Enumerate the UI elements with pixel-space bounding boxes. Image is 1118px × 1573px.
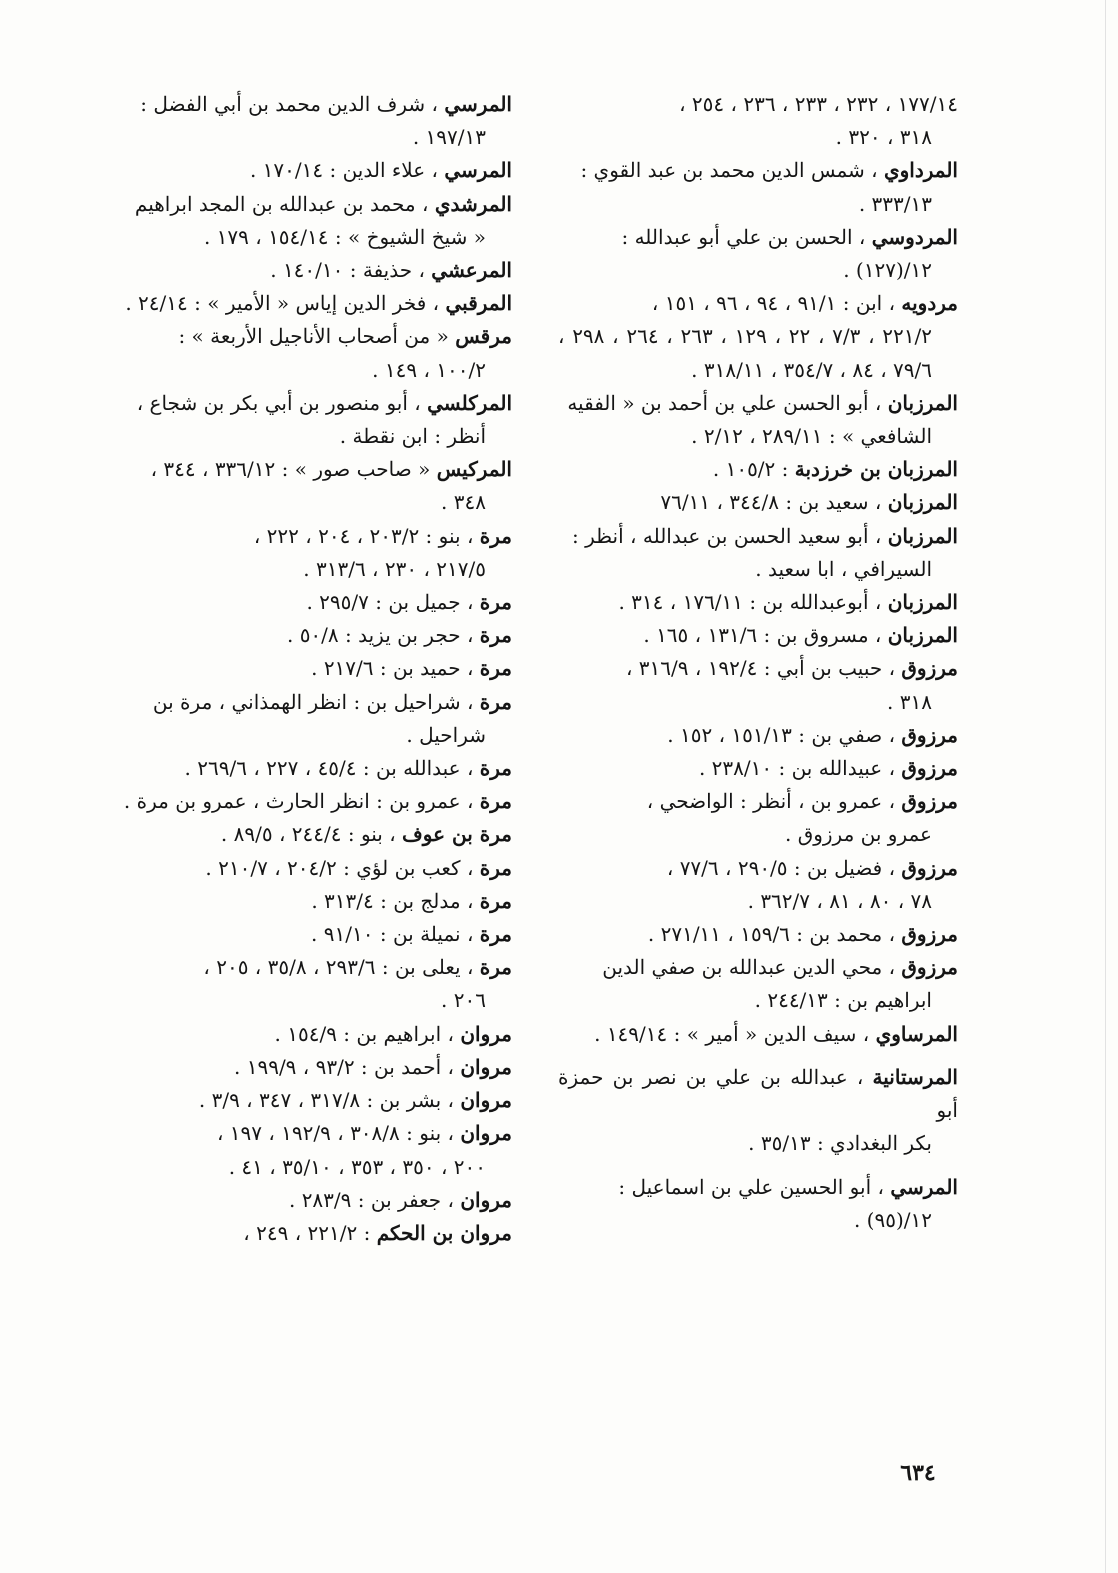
entry-headword: مرزوق: [901, 855, 958, 880]
entry-continuation: عمرو بن مرزوق .: [785, 822, 932, 847]
entry-continuation: « شيخ الشيوخ » : ١٥٤/١٤ ، ١٧٩ .: [203, 224, 486, 249]
entry-headword: مرة: [479, 656, 512, 681]
entry-headword: المرسي: [444, 158, 512, 183]
entry-headword: مرزوق: [901, 722, 958, 747]
entry-text: ، أبو الحسين علي بن اسماعيل :: [618, 1174, 884, 1199]
index-entry: [108, 154, 512, 187]
index-entry: [558, 1171, 958, 1237]
entry-text: ، أحمد بن : ٩٣/٢ ، ١٩٩/٩ .: [234, 1054, 454, 1079]
index-entry: [108, 818, 512, 851]
entry-text: ، مدلج بن : ٣١٣/٤ .: [311, 888, 474, 913]
entry-continuation: ٣١٨ ، ٣٢٠ .: [835, 125, 932, 150]
index-entry: [108, 652, 512, 685]
index-column-left: [108, 88, 512, 1250]
entry-text: ، أبو سعيد الحسن بن عبدالله ، أنظر :: [572, 523, 882, 548]
index-entry: [108, 785, 512, 818]
index-entry: [108, 686, 512, 752]
index-entry: [558, 1018, 958, 1051]
entry-text: ، حبيب بن أبي : ١٩٢/٤ ، ٣١٦/٩ ،: [625, 656, 896, 681]
index-entry: [108, 88, 512, 154]
entry-continuation: ٧٨ ، ٨٠ ، ٨١ ، ٣٦٢/٧ .: [747, 888, 932, 913]
entry-headword: مروان: [460, 1187, 512, 1212]
entry-text: ، صفي بن : ١٥١/١٣ ، ١٥٢ .: [667, 722, 896, 747]
index-entry: [108, 453, 512, 519]
entry-continuation: ابراهيم بن : ٢٤٤/١٣ .: [754, 988, 932, 1013]
entry-headword: المرستانية: [872, 1064, 958, 1089]
entry-headword: مرة: [479, 855, 512, 880]
index-column-right: [558, 88, 958, 1237]
index-entry: [558, 154, 958, 220]
index-entry: [558, 387, 958, 453]
entry-headword: مرة: [479, 955, 512, 980]
entry-continuation: ١٢/(١٢٧) .: [843, 258, 932, 283]
entry-headword: مرة: [479, 888, 512, 913]
entry-continuation: شراحيل .: [406, 722, 486, 747]
entry-continuation: الشافعي » : ٢٨٩/١١ ، ٢/١٢ .: [691, 424, 932, 449]
index-entry: [558, 785, 958, 851]
entry-continuation: بكر البغدادي : ٣٥/١٣ .: [748, 1131, 932, 1156]
entry-headword: المرزبان: [887, 623, 958, 648]
index-entry: [558, 453, 958, 486]
entry-continuation: ١٢/(٩٥) .: [853, 1207, 932, 1232]
entry-text: ، حذيفة : ١٤٠/١٠ .: [270, 258, 425, 283]
entry-headword: المرقبي: [445, 291, 512, 316]
index-entry: [558, 918, 958, 951]
entry-headword: مرزوق: [901, 656, 958, 681]
index-entry: [108, 1051, 512, 1084]
entry-headword: مرة: [479, 623, 512, 648]
entry-text: ، علاء الدين : ١٧٠/١٤ .: [249, 158, 438, 183]
entry-continuation: أنظر : ابن نقطة .: [339, 424, 486, 449]
index-entry: [558, 619, 958, 652]
entry-continuation: ٣١٨ .: [887, 689, 932, 714]
entry-headword: مروان بن الحكم: [376, 1220, 512, 1245]
entry-text: ، جعفر بن : ٢٨٣/٩ .: [288, 1187, 454, 1212]
entry-headword: المرزبان: [887, 590, 958, 615]
entry-headword: مردويه: [901, 291, 958, 316]
entry-text: ، محمد بن عبدالله بن المجد ابراهيم: [134, 191, 429, 216]
entry-text: ، بنو : ٢٠٣/٢ ، ٢٠٤ ، ٢٢٢ ،: [253, 523, 474, 548]
entry-text: ، ابراهيم بن : ١٥٤/٩ .: [274, 1021, 454, 1046]
entry-text: ، بنو : ٢٤٤/٤ ، ٨٩/٥ .: [220, 822, 396, 847]
index-entry: [108, 586, 512, 619]
index-entry: [108, 287, 512, 320]
entry-text: « صاحب صور » : ٣٣٦/١٢ ، ٣٤٤ ،: [150, 457, 431, 482]
index-entry: [108, 619, 512, 652]
index-entry: [108, 188, 512, 254]
index-entry: [558, 951, 958, 1017]
entry-headword: المركلسي: [427, 390, 512, 415]
index-entry: [108, 1084, 512, 1117]
entry-headword: مرة: [479, 590, 512, 615]
entry-text: « من أصحاب الأناجيل الأربعة » :: [178, 324, 449, 349]
entry-headword: مرزوق: [901, 789, 958, 814]
scan-edge: [1105, 0, 1106, 1573]
entry-text: ، عبدالله بن : ٤٥/٤ ، ٢٢٧ ، ٢٦٩/٦ .: [184, 756, 474, 781]
entry-text: ، أبو منصور بن أبي بكر بن شجاع ،: [136, 390, 421, 415]
entry-text: : ٢٢١/٢ ، ٢٤٩ ،: [243, 1220, 371, 1245]
entry-headword: المرزبان بن خرزدبة: [794, 457, 958, 482]
entry-continuation: السيرافي ، ابا سعيد .: [755, 556, 932, 581]
index-entry: [558, 852, 958, 918]
entry-text: ، محي الدين عبدالله بن صفي الدين: [602, 955, 896, 980]
entry-text: ، جميل بن : ٢٩٥/٧ .: [306, 590, 474, 615]
entry-headword: المرداوي: [883, 158, 958, 183]
entry-text: ، سيف الدين « أمير » : ١٤٩/١٤ .: [594, 1021, 870, 1046]
entry-text: ، محمد بن : ١٥٩/٦ ، ٢٧١/١١ .: [647, 922, 896, 947]
index-entry: [108, 1117, 512, 1183]
entry-headword: مرزوق: [901, 955, 958, 980]
index-entry: [108, 1018, 512, 1051]
index-entry: [108, 951, 512, 1017]
entry-headword: مرزوق: [901, 756, 958, 781]
index-entry: [558, 752, 958, 785]
entry-text: ، يعلى بن : ٢٩٣/٦ ، ٣٥/٨ ، ٢٠٥ ،: [203, 955, 474, 980]
entry-headword: المرشدي: [434, 191, 512, 216]
entry-continuation: ١٩٧/١٣ .: [412, 125, 486, 150]
entry-headword: المرعشي: [431, 258, 512, 283]
index-entry: [108, 918, 512, 951]
entry-text: ، أبو الحسن علي بن أحمد بن « الفقيه: [567, 390, 882, 415]
entry-headword: مرة: [479, 689, 512, 714]
entry-headword: مرقس: [455, 324, 512, 349]
entry-headword: مرة: [479, 523, 512, 548]
index-entry: [108, 852, 512, 885]
entry-headword: المرساوي: [875, 1021, 958, 1046]
entry-headword: مرة بن عوف: [402, 822, 512, 847]
entry-headword: مروان: [460, 1021, 512, 1046]
index-entry: [108, 320, 512, 386]
entry-headword: مروان: [460, 1054, 512, 1079]
entry-text: ، سعيد بن : ٣٤٤/٨ ، ٧٦/١١: [660, 490, 882, 515]
entry-headword: مرة: [479, 756, 512, 781]
entry-headword: المركيس: [436, 457, 512, 482]
entry-continuation: ٢٠٠ ، ٣٥٠ ، ٣٥٣ ، ٣٥/١٠ ، ٤١ .: [228, 1154, 486, 1179]
index-entry: [558, 586, 958, 619]
entry-headword: مرة: [479, 789, 512, 814]
entry-headword: مروان: [460, 1121, 512, 1146]
entry-text: ، بنو : ٣٠٨/٨ ، ١٩٢/٩ ، ١٩٧ ،: [216, 1121, 454, 1146]
entry-text: : ١٠٥/٢ .: [712, 457, 789, 482]
entry-text: ، بشر بن : ٣١٧/٨ ، ٣٤٧ ، ٣/٩ .: [198, 1088, 454, 1113]
entry-text: ، نميلة بن : ٩١/١٠ .: [311, 922, 474, 947]
entry-text: ، فخر الدين إياس « الأمير » : ٢٤/١٤ .: [125, 291, 440, 316]
index-entry: [558, 520, 958, 586]
entry-text: ، حجر بن يزيد : ٥٠/٨ .: [286, 623, 474, 648]
index-entry: [108, 520, 512, 586]
entry-continuation: ٢٢١/٢ ، ٧/٣ ، ٢٢ ، ١٢٩ ، ٢٦٣ ، ٢٦٤ ، ٢٩٨ ، ٧٩/٦ ، ٨٤ ، ٣٥٤/٧ ، ٣١٨/١١ .: [558, 324, 932, 382]
index-entry: [558, 88, 958, 154]
index-entry: [558, 486, 958, 519]
entry-headword: المردوسي: [871, 224, 958, 249]
index-entry: [558, 719, 958, 752]
index-entry: [108, 885, 512, 918]
index-entry: [108, 1217, 512, 1250]
entry-text: ، عمرو بن : انظر الحارث ، عمرو بن مرة .: [123, 789, 474, 814]
entry-headword: المرزبان: [887, 390, 958, 415]
entry-text: ، عبيدالله بن : ٢٣٨/١٠ .: [698, 756, 896, 781]
entry-continuation: ٣٤٨ .: [441, 490, 486, 515]
entry-headword: المرزبان: [887, 490, 958, 515]
entry-text: ، حميد بن : ٢١٧/٦ .: [311, 656, 474, 681]
entry-text: ، شمس الدين محمد بن عبد القوي :: [580, 158, 878, 183]
index-entry: [558, 1061, 958, 1161]
entry-text: ١٧٧/١٤ ، ٢٣٢ ، ٢٣٣ ، ٢٣٦ ، ٢٥٤ ،: [679, 92, 958, 116]
entry-headword: مرزوق: [901, 922, 958, 947]
entry-text: ، فضيل بن : ٢٩٠/٥ ، ٧٧/٦ ،: [666, 855, 896, 880]
index-entry: [558, 652, 958, 718]
entry-text: ، الحسن بن علي أبو عبدالله :: [621, 224, 866, 249]
entry-text: ، أبوعبدالله بن : ١٧٦/١١ ، ٣١٤ .: [618, 590, 882, 615]
index-entry: [558, 221, 958, 287]
entry-continuation: ٢١٧/٥ ، ٢٣٠ ، ٣١٣/٦ .: [303, 556, 486, 581]
entry-text: ، شرف الدين محمد بن أبي الفضل :: [140, 92, 438, 116]
entry-headword: المرزبان: [887, 523, 958, 548]
entry-text: ، عبدالله بن علي بن نصر بن حمزة أبو: [558, 1064, 958, 1123]
index-entry: [108, 752, 512, 785]
entry-text: ، شراحيل بن : انظر الهمذاني ، مرة بن: [152, 689, 474, 714]
entry-continuation: ٣٣٣/١٣ .: [858, 191, 932, 216]
index-entry: [108, 254, 512, 287]
entry-headword: المرسي: [444, 92, 512, 116]
index-entry: [558, 287, 958, 387]
entry-text: ، كعب بن لؤي : ٢٠٤/٢ ، ٢١٠/٧ .: [205, 855, 474, 880]
entry-headword: مروان: [460, 1088, 512, 1113]
entry-headword: مرة: [479, 922, 512, 947]
entry-text: ، عمرو بن ، أنظر : الواضحي ،: [646, 789, 896, 814]
index-entry: [108, 387, 512, 453]
entry-continuation: ١٠٠/٢ ، ١٤٩ .: [372, 357, 486, 382]
entry-continuation: ٢٠٦ .: [441, 988, 486, 1013]
page-number: ٦٣٤: [900, 1460, 936, 1486]
index-entry: [108, 1184, 512, 1217]
entry-text: ، مسروق بن : ١٣١/٦ ، ١٦٥ .: [643, 623, 882, 648]
entry-headword: المرسي: [890, 1174, 958, 1199]
entry-text: ، ابن : ٩١/١ ، ٩٤ ، ٩٦ ، ١٥١ ،: [651, 291, 896, 316]
